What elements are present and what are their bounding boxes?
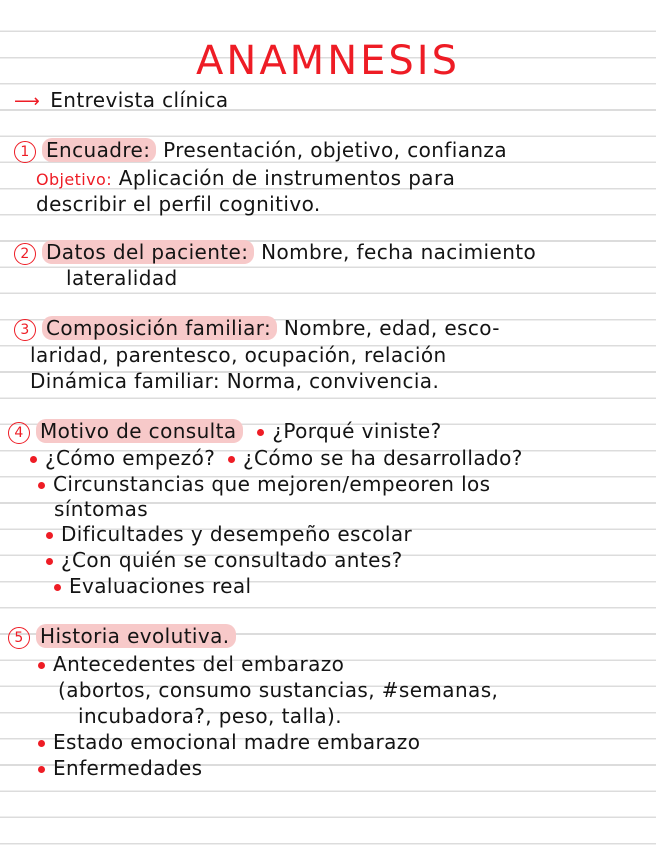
section-4-heading-line [8, 419, 442, 444]
list-item: Dificultades y desempeño escolar [61, 522, 413, 546]
section-text: Dinámica familiar: Norma, convivencia. [30, 369, 440, 393]
bullet-dot-icon [46, 558, 53, 565]
section-2-heading-line [14, 240, 536, 265]
list-item: ¿Cómo empezó? [45, 446, 216, 470]
section-heading: Encuadre: [42, 138, 156, 162]
bullet-line [38, 730, 420, 754]
list-item-cont: (abortos, consumo sustancias, #semanas, [58, 678, 499, 702]
list-item-cont: incubadora?, peso, talla). [78, 704, 342, 728]
objective-text: Aplicación de instrumentos para [118, 166, 456, 190]
bullet-dot-icon [38, 766, 45, 773]
bullet-dot-icon [46, 532, 53, 539]
arrow-right-icon: ⟶ [14, 91, 41, 112]
section-text: Nombre, fecha nacimiento [261, 240, 537, 264]
section-text: Presentación, objetivo, confianza [163, 138, 507, 162]
list-item: ¿Cómo se ha desarrollado? [243, 446, 523, 470]
list-item: Enfermedades [53, 756, 203, 780]
section-text: lateralidad [66, 266, 178, 290]
bullet-line [38, 472, 491, 496]
number-circle-icon: 2 [14, 243, 36, 265]
bullet-line [54, 574, 251, 598]
intro-line: ⟶ Entrevista clínica [14, 88, 229, 112]
section-heading: Datos del paciente: [42, 240, 254, 264]
bullet-line [38, 652, 344, 676]
objective-line [36, 166, 455, 192]
section-5-heading-line [8, 624, 236, 649]
list-item: ¿Con quién se consultado antes? [61, 548, 403, 572]
list-item: Circunstancias que mejoren/empeoren los [53, 472, 491, 496]
list-item: Antecedentes del embarazo [53, 652, 345, 676]
bullet-dot-icon [38, 482, 45, 489]
section-1-heading-line [14, 138, 507, 163]
section-text: laridad, parentesco, ocupación, relación [30, 343, 447, 367]
objective-text-cont: describir el perfil cognitivo. [36, 192, 321, 216]
page-title: ANAMNESIS [196, 38, 460, 84]
section-3-heading-line [14, 316, 500, 341]
number-circle-icon: 4 [8, 422, 30, 444]
bullet-dot-icon [54, 584, 61, 591]
section-heading: Motivo de consulta [36, 419, 243, 443]
list-item: Evaluaciones real [69, 574, 252, 598]
bullet-line [46, 522, 412, 546]
list-item: ¿Porqué viniste? [272, 419, 442, 443]
bullet-line [46, 548, 403, 572]
section-text: Nombre, edad, esco- [283, 316, 500, 340]
list-item: Estado emocional madre embarazo [53, 730, 421, 754]
objective-label: Objetivo: [36, 170, 113, 189]
bullet-dot-icon [228, 456, 235, 463]
bullet-dot-icon [38, 740, 45, 747]
number-circle-icon: 3 [14, 319, 36, 341]
bullet-dot-icon [257, 429, 264, 436]
section-heading: Historia evolutiva. [36, 624, 236, 648]
bullet-dot-icon [38, 662, 45, 669]
bullet-line [30, 446, 523, 470]
bullet-line [38, 756, 203, 780]
number-circle-icon: 5 [8, 627, 30, 649]
section-heading: Composición familiar: [42, 316, 277, 340]
number-circle-icon: 1 [14, 141, 36, 163]
bullet-dot-icon [30, 456, 37, 463]
list-item-cont: síntomas [54, 497, 149, 521]
